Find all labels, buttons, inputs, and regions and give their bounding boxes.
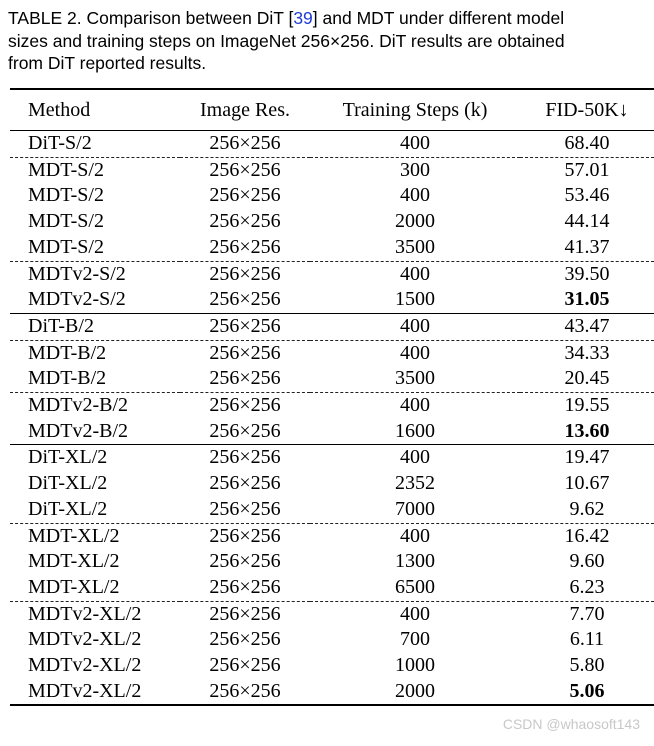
cell-method: MDTv2-XL/2 [10, 679, 180, 706]
cell-method: MDT-B/2 [28, 367, 107, 390]
cell-fid: 5.06 [520, 679, 654, 706]
watermark: CSDN @whaosoft143 [502, 716, 640, 732]
cell-image-res: 256×256 [209, 654, 281, 677]
cell-training-steps: 400 [400, 184, 430, 207]
cell-method: MDT-B/2 [10, 340, 180, 366]
table-row [10, 471, 654, 497]
caption-line-1-post: ] and MDT under different model [312, 8, 565, 28]
cell-image-res: 256×256 [180, 313, 310, 340]
table-header [10, 89, 654, 131]
cell-method: DiT-B/2 [10, 313, 180, 340]
cell-fid: 19.47 [520, 445, 654, 471]
table-row [10, 209, 654, 235]
cell-method: MDT-S/2 [28, 235, 104, 258]
table-row [10, 393, 654, 419]
cell-image-res: 256×256 [209, 575, 281, 598]
cell-image-res: 256×256 [209, 550, 281, 573]
header-fid: FID-50K↓ [545, 99, 629, 121]
cell-method: DiT-S/2 [28, 132, 92, 154]
cell-training-steps: 1600 [395, 419, 435, 442]
cell-image-res: 256×256 [180, 340, 310, 366]
cell-training-steps: 6500 [395, 575, 435, 598]
table-row [10, 183, 654, 209]
cell-image-res: 256×256 [209, 210, 281, 233]
cell-training-steps: 400 [310, 261, 520, 287]
cell-training-steps: 400 [310, 445, 520, 471]
caption-line-1 [8, 7, 652, 30]
cell-training-steps: 400 [310, 393, 520, 419]
table-row [10, 287, 654, 313]
cell-training-steps: 2352 [395, 472, 435, 495]
cell-fid: 39.50 [520, 261, 654, 287]
header-image-res: Image Res. [200, 99, 290, 121]
cell-fid: 20.45 [564, 367, 610, 390]
table-row [10, 419, 654, 445]
table-caption [8, 7, 652, 75]
cell-method: MDTv2-B/2 [28, 419, 128, 442]
cell-fid: 6.11 [569, 628, 605, 651]
cell-image-res: 256×256 [209, 288, 281, 311]
cell-method: MDT-XL/2 [10, 523, 180, 549]
cell-training-steps: 1300 [395, 550, 435, 573]
cell-fid: 44.14 [564, 210, 610, 233]
cell-fid: 57.01 [520, 157, 654, 183]
cell-fid: 19.55 [520, 393, 654, 419]
caption-line-1-pre: TABLE 2. Comparison between DiT [ [8, 8, 294, 28]
cell-training-steps: 400 [310, 313, 520, 340]
cell-training-steps: 400 [400, 132, 430, 154]
cell-fid: 31.05 [564, 288, 610, 311]
table-row [10, 157, 654, 183]
cell-fid: 5.80 [569, 654, 605, 677]
table-row [10, 340, 654, 366]
cell-method: DiT-XL/2 [28, 497, 108, 520]
cell-training-steps: 3500 [395, 235, 435, 258]
table-row [10, 575, 654, 601]
cell-method: DiT-XL/2 [10, 445, 180, 471]
cell-fid: 7.70 [520, 601, 654, 627]
cell-image-res: 256×256 [180, 157, 310, 183]
table-row [10, 235, 654, 261]
cell-fid: 9.60 [569, 550, 605, 573]
cell-image-res: 256×256 [180, 393, 310, 419]
results-table-container [10, 88, 654, 706]
cell-method: MDT-S/2 [28, 184, 104, 207]
cell-training-steps: 2000 [310, 679, 520, 706]
table-row [10, 679, 654, 706]
cell-training-steps: 2000 [395, 210, 435, 233]
cell-image-res: 256×256 [180, 261, 310, 287]
table-row [10, 313, 654, 340]
cell-image-res: 256×256 [209, 419, 281, 442]
table-body [10, 131, 654, 706]
cell-method: MDTv2-XL/2 [28, 654, 142, 677]
caption-line-2: sizes and training steps on ImageNet 256×256. DiT results are obtained [8, 30, 565, 51]
cell-image-res: 256×256 [209, 235, 281, 258]
table-row [10, 549, 654, 575]
citation-link[interactable]: 39 [293, 8, 313, 28]
cell-method: MDTv2-B/2 [10, 393, 180, 419]
results-table [10, 88, 654, 706]
cell-method: MDTv2-S/2 [10, 261, 180, 287]
cell-fid: 68.40 [564, 132, 610, 154]
cell-method: MDTv2-XL/2 [28, 628, 142, 651]
cell-method: MDTv2-S/2 [28, 288, 126, 311]
cell-image-res: 256×256 [180, 679, 310, 706]
table-row [10, 627, 654, 653]
cell-method: MDTv2-XL/2 [10, 601, 180, 627]
cell-method: MDT-XL/2 [28, 575, 120, 598]
cell-training-steps: 3500 [395, 367, 435, 390]
header-training-steps: Training Steps (k) [342, 99, 488, 121]
cell-image-res: 256×256 [209, 497, 281, 520]
cell-fid: 41.37 [564, 235, 610, 258]
table-row [10, 497, 654, 523]
cell-fid: 53.46 [564, 184, 610, 207]
cell-training-steps: 400 [310, 601, 520, 627]
cell-training-steps: 300 [310, 157, 520, 183]
cell-training-steps: 700 [400, 628, 430, 651]
cell-training-steps: 400 [310, 523, 520, 549]
cell-fid: 16.42 [520, 523, 654, 549]
table-row [10, 523, 654, 549]
cell-fid: 43.47 [520, 313, 654, 340]
cell-training-steps: 1000 [395, 654, 435, 677]
cell-image-res: 256×256 [180, 601, 310, 627]
cell-method: MDT-S/2 [28, 210, 104, 233]
table-row [10, 131, 654, 158]
table-row [10, 601, 654, 627]
table-row [10, 366, 654, 392]
cell-training-steps: 1500 [395, 288, 435, 311]
header-method: Method [28, 99, 91, 121]
cell-image-res: 256×256 [209, 132, 281, 154]
cell-method: MDT-XL/2 [28, 550, 120, 573]
cell-image-res: 256×256 [209, 184, 281, 207]
table-row [10, 261, 654, 287]
cell-fid: 9.62 [569, 497, 605, 520]
cell-image-res: 256×256 [209, 628, 281, 651]
table-row [10, 445, 654, 471]
cell-training-steps: 400 [310, 340, 520, 366]
table-row [10, 653, 654, 679]
cell-image-res: 256×256 [180, 445, 310, 471]
cell-fid: 6.23 [569, 575, 605, 598]
cell-method: MDT-S/2 [10, 157, 180, 183]
cell-image-res: 256×256 [180, 523, 310, 549]
cell-method: DiT-XL/2 [28, 472, 108, 495]
cell-image-res: 256×256 [209, 472, 281, 495]
cell-fid: 10.67 [564, 472, 610, 495]
caption-line-3: from DiT reported results. [8, 53, 207, 73]
cell-image-res: 256×256 [209, 367, 281, 390]
cell-training-steps: 7000 [395, 497, 435, 520]
cell-fid: 13.60 [564, 419, 610, 442]
header-row [10, 89, 654, 131]
cell-fid: 34.33 [520, 340, 654, 366]
